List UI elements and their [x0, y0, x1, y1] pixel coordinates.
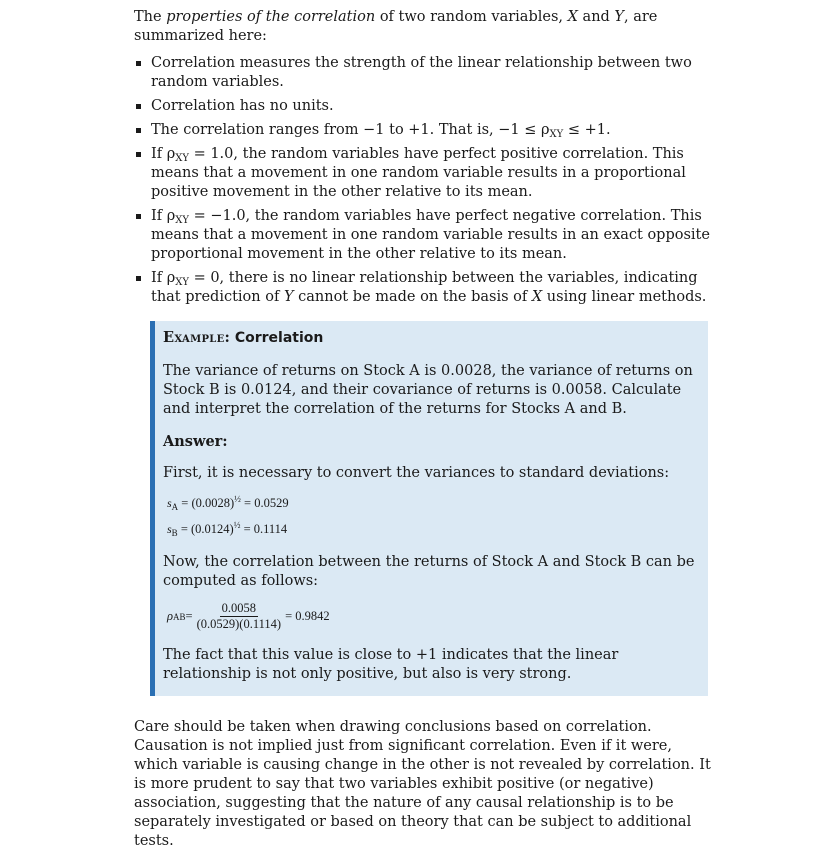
list-item — [134, 97, 714, 116]
formula-symbol: s — [167, 496, 172, 511]
fraction-denominator: (0.0529)(0.1114) — [196, 617, 282, 632]
var-y: Y — [283, 289, 294, 305]
example-heading: Correlation — [234, 330, 324, 346]
subscript: XY — [549, 129, 564, 140]
example-question: The variance of returns on Stock A is 0.0028, the variance of returns on Stock B is 0.0124, and their covariance of returns is 0.0058. Calculate and interpret the correlation of the returns for Stocks A and B. — [163, 363, 693, 417]
answer-label: Answer: — [163, 433, 228, 450]
closing-paragraph: Care should be taken when drawing conclusions based on correlation. Causation is not implied just from significant correlation. Even if it were, which variable is causing change in the other is not revealed by correlation. It is more prudent to say that two variables exhibit positive (or negative) association, suggesting that the nature of any causal relationship is to be separately investigated or based on theory that can be subject to additional tests. — [134, 719, 711, 850]
intro-text: The — [134, 9, 167, 25]
formula-result: = 0.9842 — [285, 609, 330, 624]
list-item-text: If ρ — [151, 270, 176, 286]
formula-sa — [167, 488, 708, 514]
list-item-text: cannot be made on the basis of — [293, 289, 532, 305]
list-item — [134, 54, 714, 92]
list-item-text: = 1.0, the random variables have perfect positive correlation. This means that a movement in one random variable results in a proportional positive movement in the other relative to its mean. — [151, 146, 686, 200]
formula-result: = 0.0529 — [240, 496, 289, 511]
exponent: ½ — [234, 494, 241, 504]
example-label: Example: — [163, 329, 231, 346]
list-item-text: Correlation measures the strength of the linear relationship between two random variables. — [151, 55, 692, 90]
list-item-text: using linear methods. — [542, 289, 707, 305]
list-item — [134, 207, 714, 264]
formula-sb — [167, 514, 708, 540]
var-y: Y — [614, 9, 624, 25]
subscript: XY — [175, 215, 189, 226]
list-item-text: ≤ +1. — [563, 122, 611, 138]
formula-expr: = (0.0124) — [177, 522, 234, 537]
step-1-text: First, it is necessary to convert the variances to standard deviations: — [163, 465, 670, 481]
equals-sign: = — [185, 609, 193, 624]
intro-paragraph — [134, 8, 714, 46]
step-2-text: Now, the correlation between the returns of Stock A and Stock B can be computed as follows: — [163, 554, 695, 590]
formula-expr: = (0.0028) — [178, 496, 235, 511]
subscript: XY — [175, 153, 189, 164]
list-item — [134, 121, 714, 140]
list-item-text: If ρ — [151, 146, 176, 162]
formula-symbol: s — [167, 522, 172, 537]
formula-correlation: ρ AB = $\frac{0.0058}{(0.0529)(0.1114)}$ = 0.9842 — [167, 601, 330, 632]
list-item — [134, 269, 714, 307]
exponent: ½ — [233, 520, 241, 531]
formula-result: = 0.1114 — [240, 522, 288, 537]
subscript: A — [171, 502, 179, 513]
example-conclusion: The fact that this value is close to +1 indicates that the linear relationship is not only positive, but also is very strong. — [163, 647, 619, 683]
list-item-text: Correlation has no units. — [151, 98, 334, 114]
properties-list — [134, 54, 714, 307]
list-item-text: = −1.0, the random variables have perfect negative correlation. This means that a movement in one random variable results in an exact opposite proportional movement in the other relative to its mean. — [151, 208, 710, 262]
list-item-text: The correlation ranges from −1 to +1. That is, −1 ≤ ρ — [151, 122, 550, 138]
formula-symbol: ρ — [167, 609, 173, 624]
subscript: XY — [175, 277, 189, 288]
list-item-text: If ρ — [151, 208, 176, 224]
intro-text: , are summarized here: — [134, 9, 658, 44]
list-item-text: = 0, there is no linear relationship between the variables, indicating that prediction of — [151, 270, 698, 305]
example-box — [150, 321, 708, 696]
var-x: X — [567, 9, 578, 25]
intro-text: of two random variables, — [375, 9, 568, 25]
subscript: B — [171, 528, 178, 539]
list-item — [134, 145, 714, 202]
var-x: X — [531, 289, 543, 305]
fraction — [197, 601, 281, 632]
fraction-numerator: 0.0058 — [221, 601, 256, 616]
document-page — [134, 8, 714, 851]
intro-text: and — [577, 9, 615, 25]
example-title — [163, 328, 708, 348]
intro-emphasis: properties of the correlation — [166, 9, 376, 25]
